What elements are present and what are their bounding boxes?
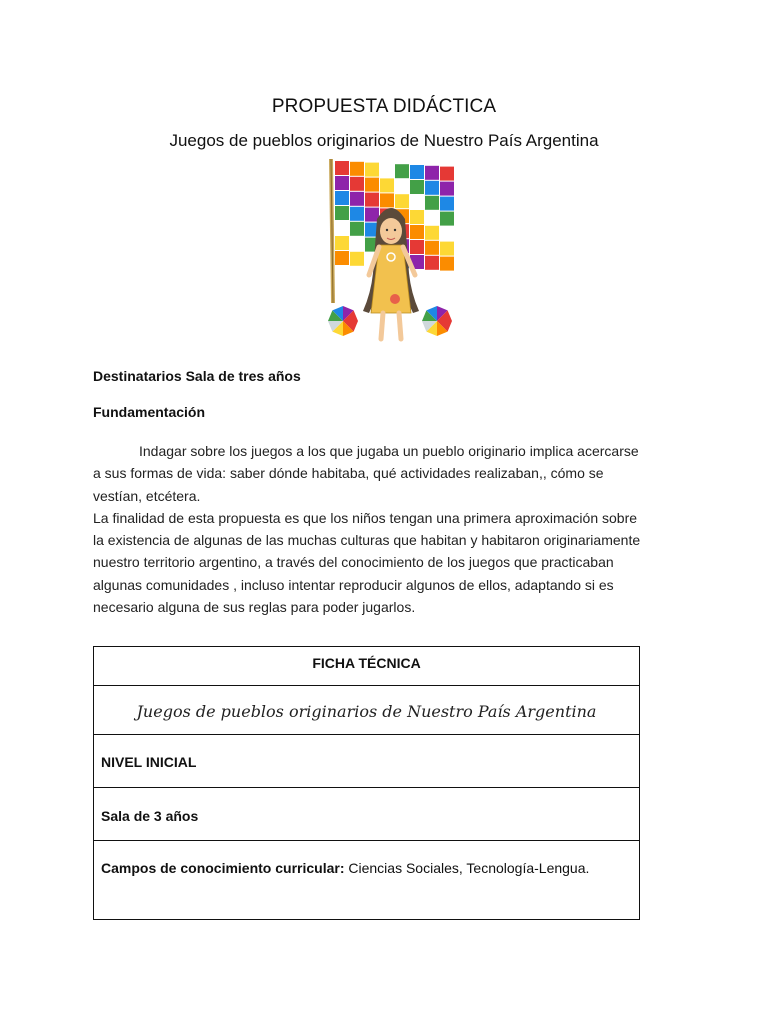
- paragraph-line: Indagar sobre los juegos a los que jugaba un pueblo originario implica acercarse: [139, 443, 639, 459]
- wiphala-square: [395, 179, 409, 193]
- wiphala-square: [410, 180, 424, 194]
- paragraph-line: necesario alguna de sus reglas para poder jugarlos.: [93, 599, 416, 616]
- wiphala-square: [425, 256, 439, 270]
- wiphala-square: [365, 193, 379, 207]
- wiphala-square: [410, 210, 424, 224]
- wiphala-square: [350, 207, 364, 221]
- wiphala-square: [380, 178, 394, 192]
- wiphala-square: [410, 195, 424, 209]
- wiphala-square: [440, 197, 454, 211]
- wiphala-square: [335, 191, 349, 205]
- wiphala-square: [425, 226, 439, 240]
- wiphala-square: [410, 225, 424, 239]
- wiphala-square: [440, 257, 454, 271]
- ficha-script-title: Juegos de pueblos originarios de Nuestro País Argentina: [136, 702, 597, 721]
- wiphala-square: [350, 237, 364, 251]
- wiphala-square: [335, 161, 349, 175]
- paragraph-line: nuestro territorio argentino, a través del conocimiento de los juegos que practicaban: [93, 554, 614, 571]
- wiphala-square: [365, 178, 379, 192]
- fundamentacion-heading: Fundamentación: [93, 404, 206, 420]
- wiphala-square: [350, 177, 364, 191]
- ficha-campos-value: Ciencias Sociales, Tecnología-Lengua.: [344, 860, 590, 876]
- wiphala-square: [335, 221, 349, 235]
- document-subtitle: Juegos de pueblos originarios de Nuestro País Argentina: [169, 131, 599, 150]
- ficha-row-script-title: [94, 686, 639, 735]
- ficha-row-nivel: [94, 735, 639, 788]
- wiphala-square: [335, 236, 349, 250]
- ficha-row-sala: [94, 788, 639, 841]
- wiphala-square: [350, 162, 364, 176]
- wiphala-square: [425, 196, 439, 210]
- ficha-campos-label: Campos de conocimiento curricular:: [101, 860, 345, 876]
- wiphala-square: [440, 227, 454, 241]
- wiphala-square: [425, 166, 439, 180]
- fundamentacion-paragraph: [93, 440, 683, 618]
- ficha-tecnica-table: [93, 646, 640, 920]
- paragraph-line: vestían, etcétera.: [93, 487, 201, 504]
- wiphala-square: [380, 193, 394, 207]
- wiphala-square: [425, 241, 439, 255]
- wiphala-square: [395, 164, 409, 178]
- wiphala-square: [440, 167, 454, 181]
- wiphala-square: [350, 252, 364, 266]
- wiphala-square: [440, 212, 454, 226]
- wiphala-square: [425, 211, 439, 225]
- wiphala-square: [365, 208, 379, 222]
- wiphala-square: [335, 206, 349, 220]
- paragraph-line: a sus formas de vida: saber dónde habitaba, qué actividades realizaban,, cómo se: [93, 465, 604, 482]
- wiphala-square: [350, 192, 364, 206]
- wiphala-square: [335, 251, 349, 265]
- wiphala-square: [380, 163, 394, 177]
- girl-with-wiphala-flag-illustration: [325, 153, 457, 347]
- ficha-row-campos: [94, 841, 639, 919]
- wiphala-square: [350, 222, 364, 236]
- paragraph-line: La finalidad de esta propuesta es que los niños tengan una primera aproximación sobre: [93, 509, 638, 526]
- wiphala-square: [410, 240, 424, 254]
- wiphala-square: [425, 181, 439, 195]
- paragraph-line: algunas comunidades , incluso intentar reproducir algunos de ellos, adaptando si es: [93, 576, 614, 593]
- paragraph-line: la existencia de algunas de las muchas culturas que habitan y habitaron originariamente: [93, 532, 641, 549]
- wiphala-square: [440, 182, 454, 196]
- ficha-sala: Sala de 3 años: [101, 808, 199, 824]
- wiphala-square: [395, 194, 409, 208]
- destinatarios-heading: Destinatarios Sala de tres años: [93, 368, 301, 384]
- wiphala-square: [335, 176, 349, 190]
- ficha-campos: [101, 855, 627, 881]
- wiphala-square: [365, 163, 379, 177]
- ficha-row-title: [94, 647, 639, 686]
- document-title: PROPUESTA DIDÁCTICA: [271, 96, 497, 117]
- ficha-nivel: NIVEL INICIAL: [101, 754, 197, 770]
- ficha-tecnica-title: FICHA TÉCNICA: [312, 655, 421, 671]
- wiphala-square: [440, 242, 454, 256]
- wiphala-square: [410, 165, 424, 179]
